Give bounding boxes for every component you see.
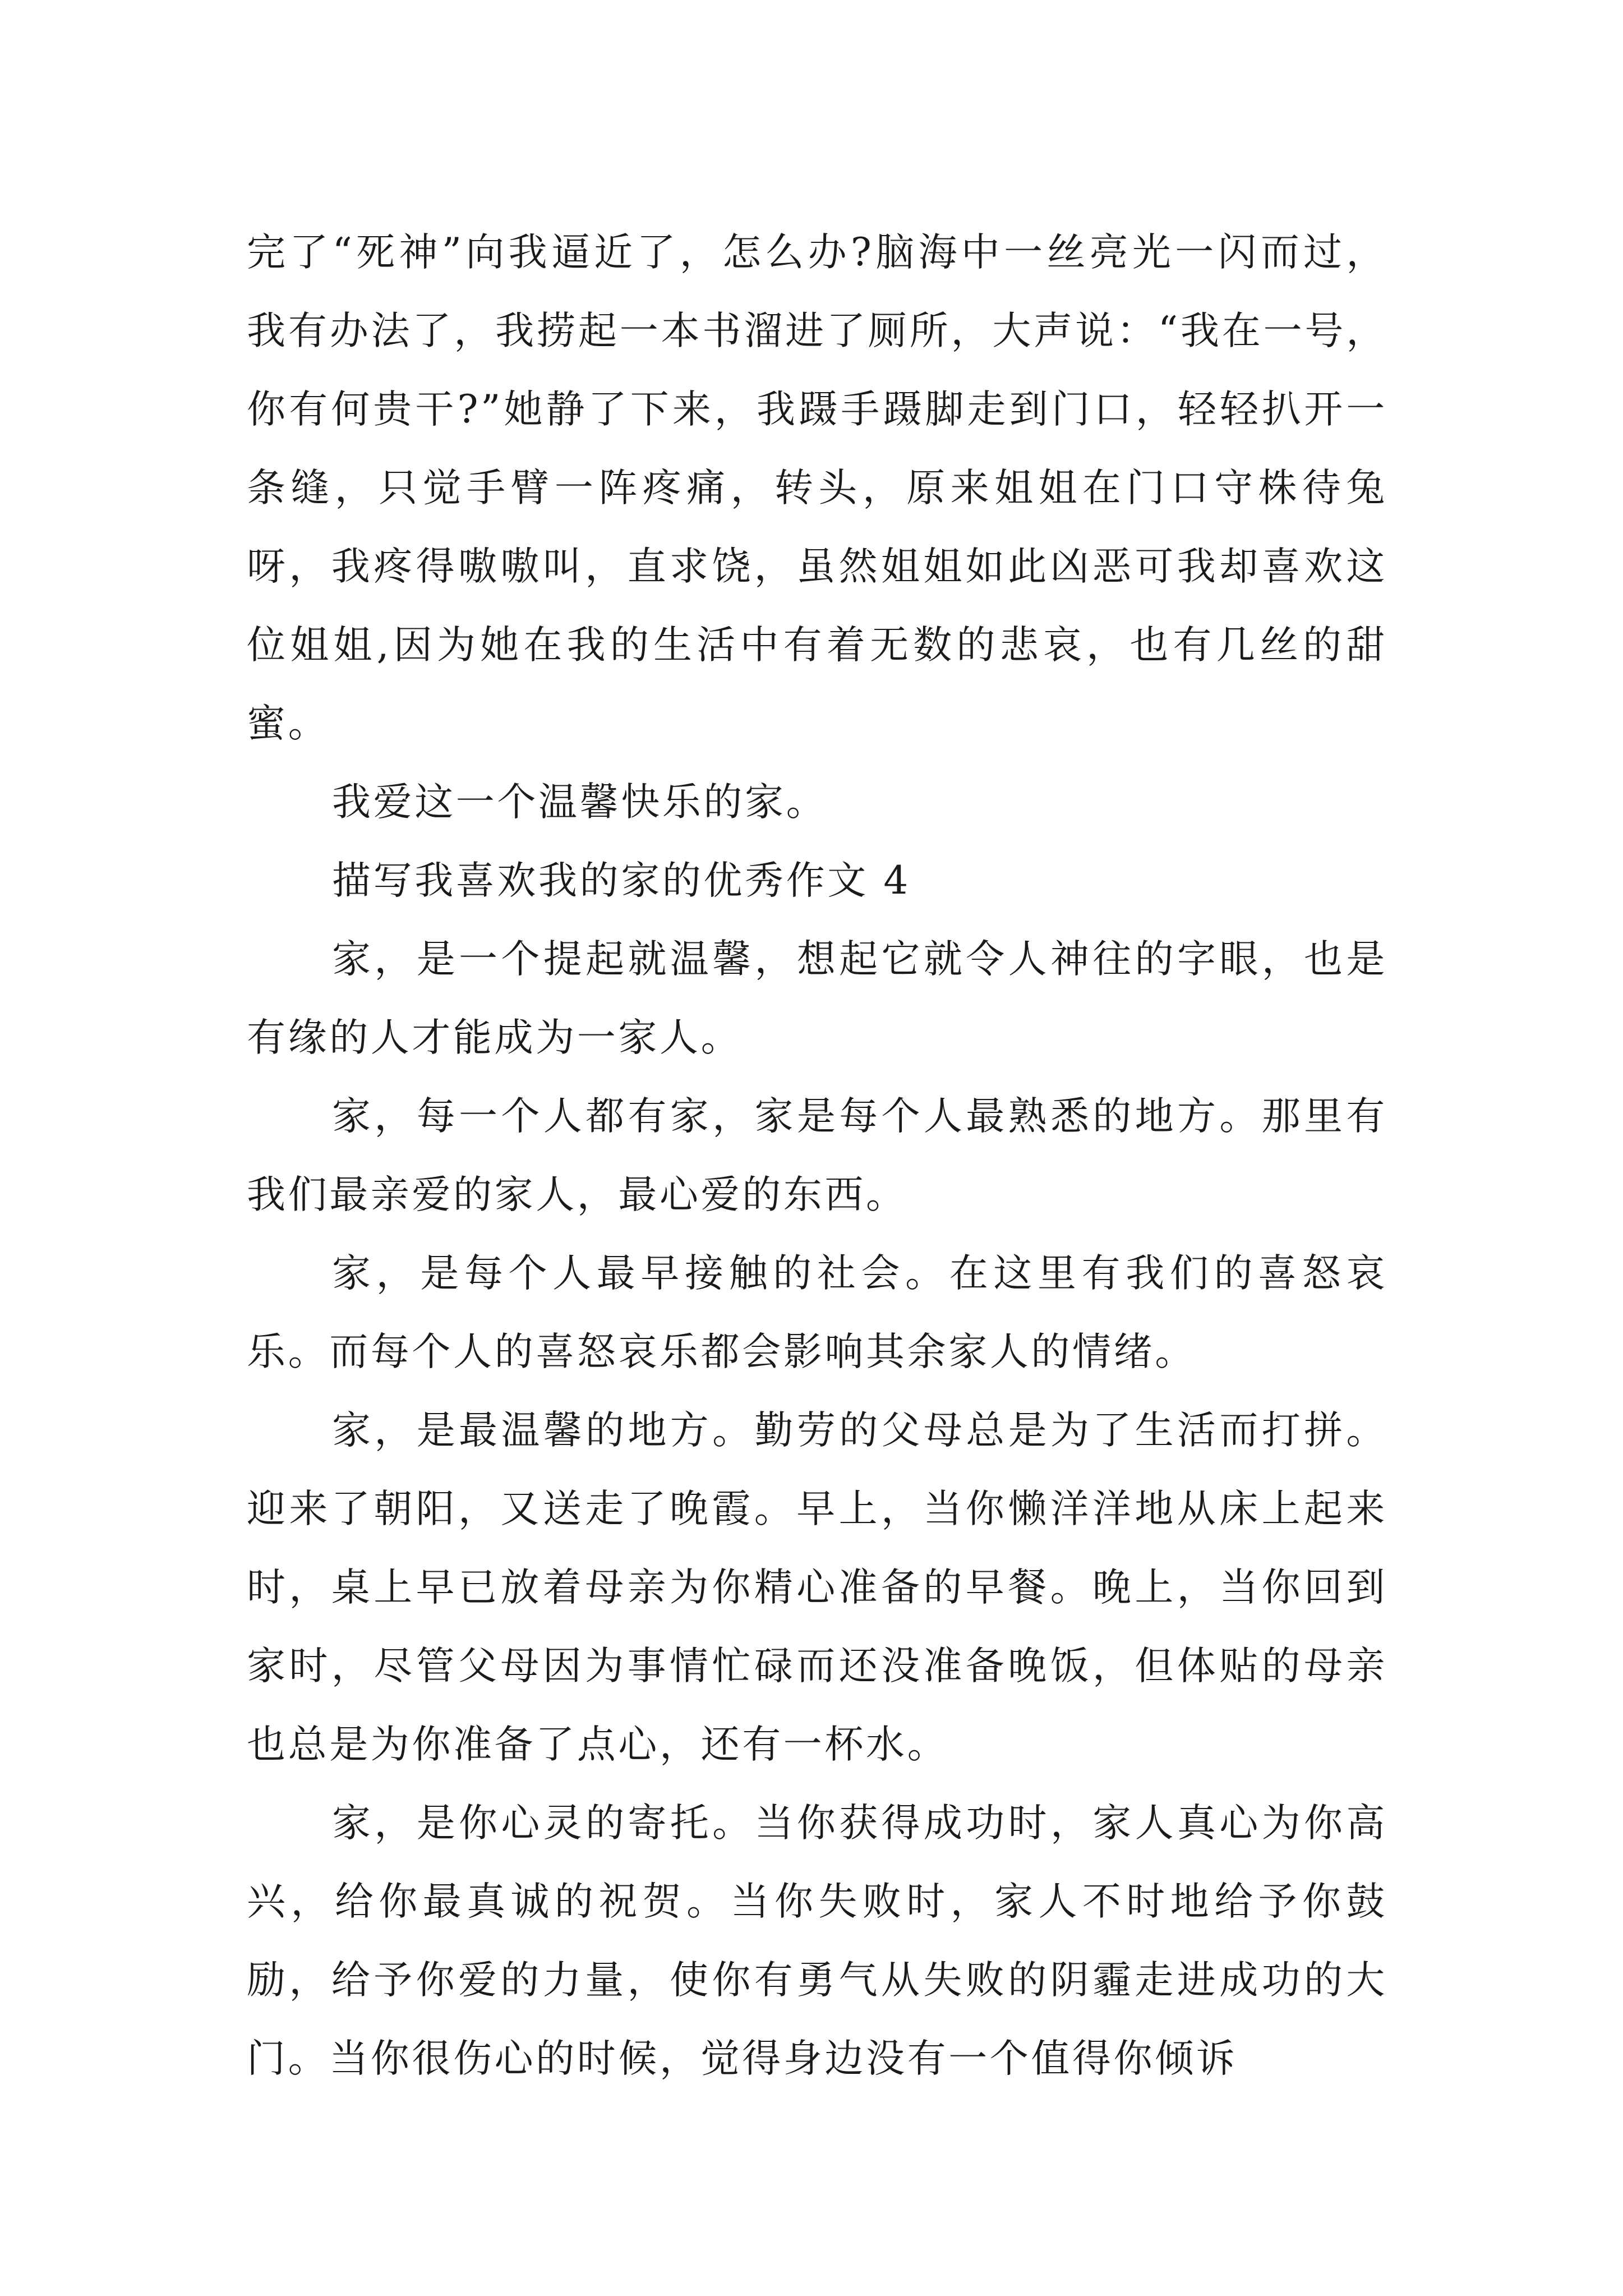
section-title: 描写我喜欢我的家的优秀作文 4 <box>332 858 911 903</box>
document-body <box>247 213 1387 2098</box>
paragraph-continuation: 完了“死神”向我逼近了，怎么办?脑海中一丝亮光一闪而过，我有办法了，我捞起一本书溜进了厕所，大声说：“我在一号，你有何贵干?”她静了下来，我蹑手蹑脚走到门口，轻轻扒开一条缝，只觉手臂一阵疼痛，转头，原来姐姐在门口守株待兔呀，我疼得嗷嗷叫，直求饶，虽然姐姐如此凶恶可我却喜欢这位姐姐,因为她在我的生活中有着无数的悲哀，也有几丝的甜蜜。 <box>247 230 1387 746</box>
paragraph-soul-support: 家，是你心灵的寄托。当你获得成功时，家人真心为你高兴，给你最真诚的祝贺。当你失败时，家人不时地给予你鼓励，给予你爱的力量，使你有勇气从失败的阴霾走进成功的大门。当你很伤心的时候，觉得身边没有一个值得你倾诉 <box>247 1801 1387 2081</box>
paragraph-intro: 家，是一个提起就温馨，想起它就令人神往的字眼，也是有缘的人才能成为一家人。 <box>247 937 1387 1060</box>
paragraph-warmest-place: 家，是最温馨的地方。勤劳的父母总是为了生活而打拼。迎来了朝阳，又送走了晚霞。早上，当你懒洋洋地从床上起来时，桌上早已放着母亲为你精心准备的早餐。晚上，当你回到家时，尽管父母因为事情忙碌而还没准备晚饭，但体贴的母亲也总是为你准备了点心，还有一杯水。 <box>247 1408 1387 1767</box>
paragraph-first-society: 家，是每个人最早接触的社会。在这里有我们的喜怒哀乐。而每个人的喜怒哀乐都会影响其余家人的情绪。 <box>247 1251 1387 1374</box>
paragraph-familiar-place: 家，每一个人都有家，家是每个人最熟悉的地方。那里有我们最亲爱的家人，最心爱的东西。 <box>247 1094 1387 1217</box>
paragraph-closing-line: 我爱这一个温馨快乐的家。 <box>332 780 828 825</box>
